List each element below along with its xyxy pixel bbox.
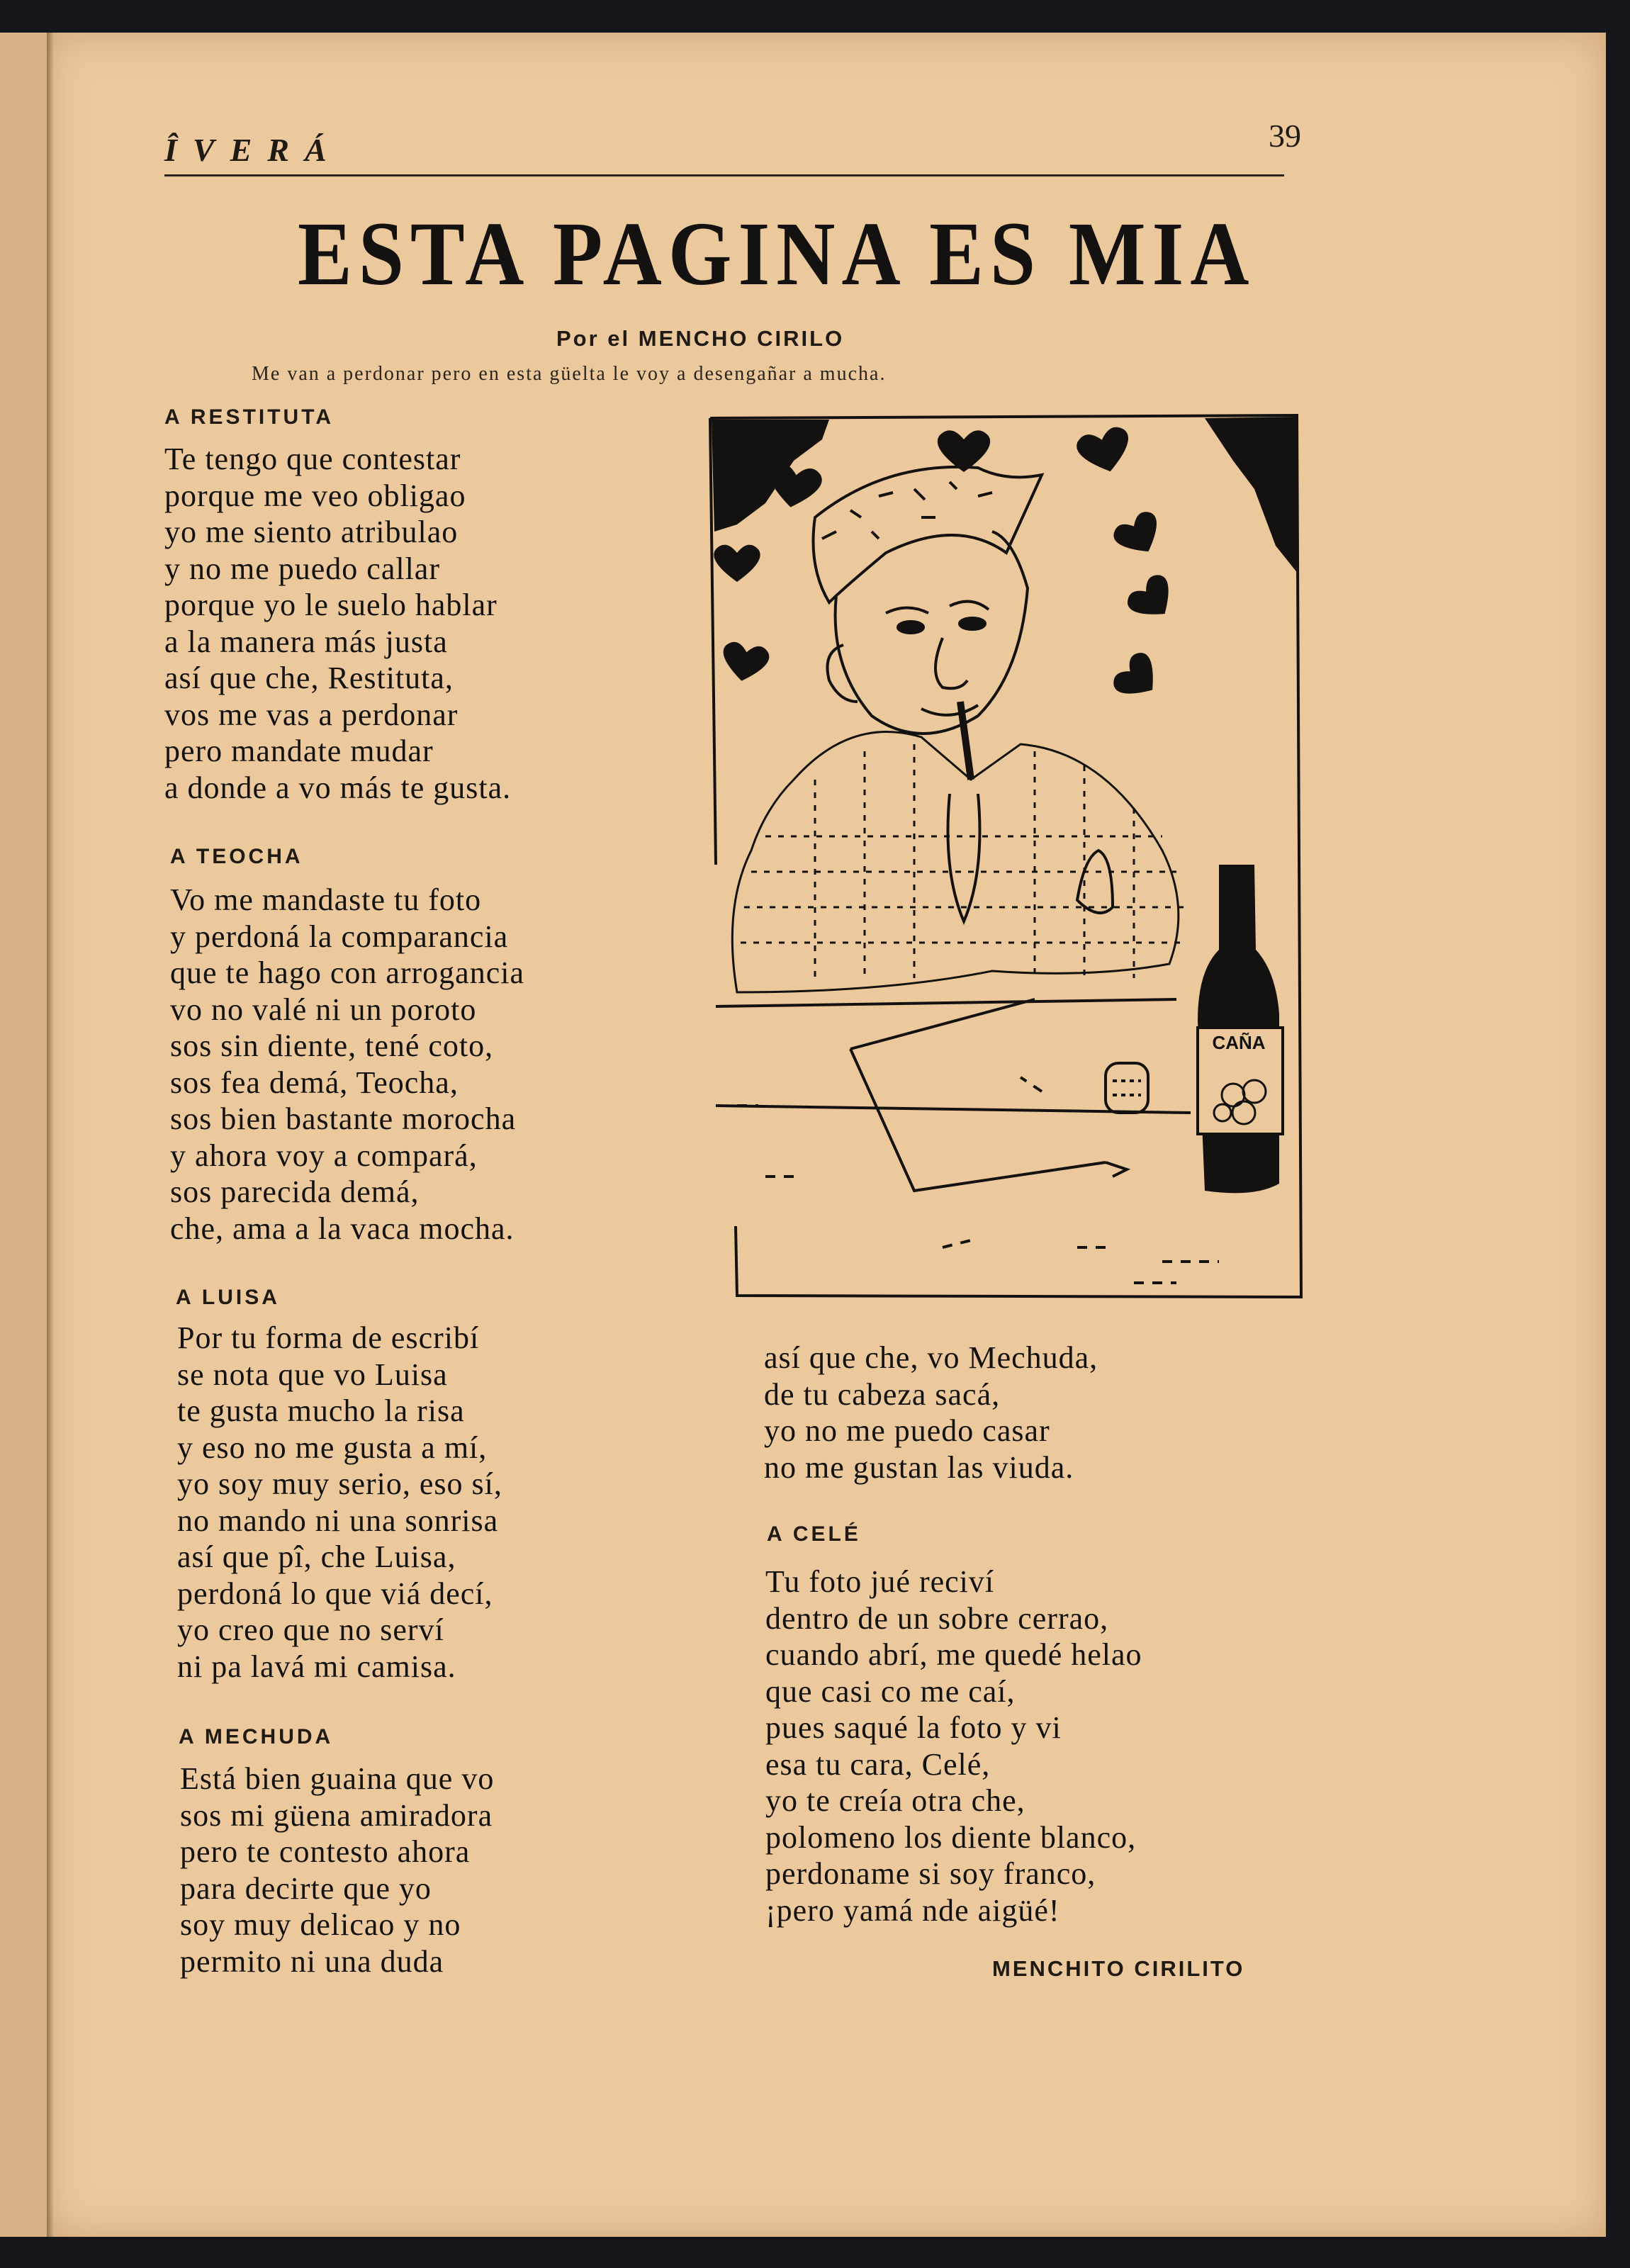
section-heading-cele: A CELÉ [767, 1522, 861, 1546]
section-heading-mechuda: A MECHUDA [179, 1725, 334, 1748]
poem-line: ni pa lavá mi camisa. [177, 1649, 456, 1684]
poem-line: soy muy delicao y no [180, 1907, 461, 1942]
poem-line: porque me veo obligao [164, 478, 466, 513]
poem-line: sos sin diente, tené coto, [170, 1028, 494, 1063]
poem-line: polomeno los diente blanco, [765, 1819, 1137, 1855]
poem-line: que te hago con arrogancia [170, 955, 524, 990]
poem-line: así que che, vo Mechuda, [764, 1340, 1098, 1375]
previous-page-edge [0, 33, 47, 2237]
poem-line: pero te contesto ahora [180, 1834, 471, 1869]
poem-line: cuando abrí, me quedé helao [765, 1637, 1142, 1672]
poem-line: Por tu forma de escribí [177, 1320, 480, 1355]
heart-icon [1074, 425, 1136, 478]
poem-line: sos fea demá, Teocha, [170, 1065, 459, 1100]
poem-line: que casi co me caí, [765, 1673, 1016, 1709]
heart-icon [714, 545, 760, 582]
heart-icon [719, 640, 770, 685]
poem-line: así que che, Restituta, [164, 661, 454, 695]
poem-line: no me gustan las viuda. [764, 1449, 1074, 1485]
running-header-title: ÎVERÁ [164, 132, 342, 168]
poem-line: así que pî, che Luisa, [177, 1539, 456, 1574]
poem-line: no mando ni una sonrisa [177, 1503, 499, 1538]
poem-line: dentro de un sobre cerrao, [765, 1600, 1109, 1636]
poem-line: yo me siento atribulao [164, 515, 459, 549]
poem-mechuda-continued [764, 1340, 1098, 1486]
poem-line: esa tu cara, Celé, [765, 1746, 991, 1782]
table-drawing [716, 999, 1219, 1283]
poem-line: vo no valé ni un poroto [170, 992, 477, 1027]
poem-cele [765, 1564, 1142, 1929]
poem-line: se nota que vo Luisa [177, 1357, 448, 1392]
heart-icon [1109, 649, 1167, 708]
poem-line: a donde a vo más te gusta. [164, 770, 512, 805]
article-intro-note: Me van a perdonar pero en esta güelta le voy a desengañar a mucha. [252, 363, 887, 385]
poem-line: Vo me mandaste tu foto [170, 882, 482, 917]
poem-line: te gusta mucho la risa [177, 1393, 465, 1428]
bottle-drawing [1198, 865, 1283, 1193]
poem-line: vos me vas a perdonar [164, 697, 459, 732]
heart-icon [1110, 507, 1169, 563]
poem-line: sos bien bastante morocha [170, 1101, 517, 1136]
poem-line: sos mi güena amiradora [180, 1797, 493, 1833]
poem-line: pero mandate mudar [164, 734, 434, 768]
hat-drawing [814, 467, 1042, 602]
poem-teocha [170, 882, 524, 1247]
poem-line: porque yo le suelo hablar [164, 588, 498, 622]
bottle-label-text: CAÑA [1212, 1032, 1266, 1053]
poem-mechuda [180, 1761, 494, 1980]
poncho-drawing [732, 732, 1184, 993]
poem-line: yo creo que no serví [177, 1612, 444, 1647]
poem-line: a la manera más justa [164, 624, 448, 659]
heart-icon [1123, 571, 1183, 629]
article-title: ESTA PAGINA ES MIA [298, 203, 1256, 304]
poem-line: yo te creía otra che, [765, 1783, 1025, 1818]
poem-line: perdoná lo que viá decí, [177, 1576, 493, 1611]
poem-line: para decirte que yo [180, 1870, 432, 1906]
poem-luisa [177, 1320, 502, 1685]
article-byline: Por el MENCHO CIRILO [556, 326, 845, 351]
page-gutter [47, 33, 54, 2237]
poem-line: yo no me puedo casar [764, 1413, 1050, 1448]
poem-line: Te tengo que contestar [164, 442, 461, 476]
poem-line: Tu foto jué reciví [765, 1564, 995, 1599]
corner-shading-right [1205, 417, 1298, 574]
illustration-man-drinking [709, 411, 1311, 1306]
page-number: 39 [1269, 118, 1301, 154]
header-rule [164, 174, 1284, 176]
poem-line: ¡pero yamá nde aigüé! [765, 1892, 1060, 1928]
article-signature: MENCHITO CIRILITO [992, 1956, 1245, 1981]
poem-line: Está bien guaina que vo [180, 1761, 495, 1796]
poem-line: permito ni una duda [180, 1943, 444, 1979]
poem-line: y no me puedo callar [164, 551, 440, 586]
poem-restituta [164, 441, 511, 806]
poem-line: pues saqué la foto y vi [765, 1710, 1062, 1745]
poem-line: y eso no me gusta a mí, [177, 1430, 488, 1465]
poem-line: de tu cabeza sacá, [764, 1376, 1001, 1412]
section-heading-teocha: A TEOCHA [170, 845, 303, 868]
poem-line: che, ama a la vaca mocha. [170, 1211, 515, 1246]
poem-line: y perdoná la comparancia [170, 919, 509, 954]
section-heading-luisa: A LUISA [176, 1286, 280, 1309]
poem-line: perdoname si soy franco, [765, 1856, 1096, 1891]
poem-line: y ahora voy a compará, [170, 1138, 478, 1173]
jar-drawing [1106, 1063, 1148, 1113]
section-heading-restituta: A RESTITUTA [164, 405, 334, 429]
poem-line: sos parecida demá, [170, 1174, 420, 1209]
poem-line: yo soy muy serio, eso sí, [177, 1466, 502, 1501]
